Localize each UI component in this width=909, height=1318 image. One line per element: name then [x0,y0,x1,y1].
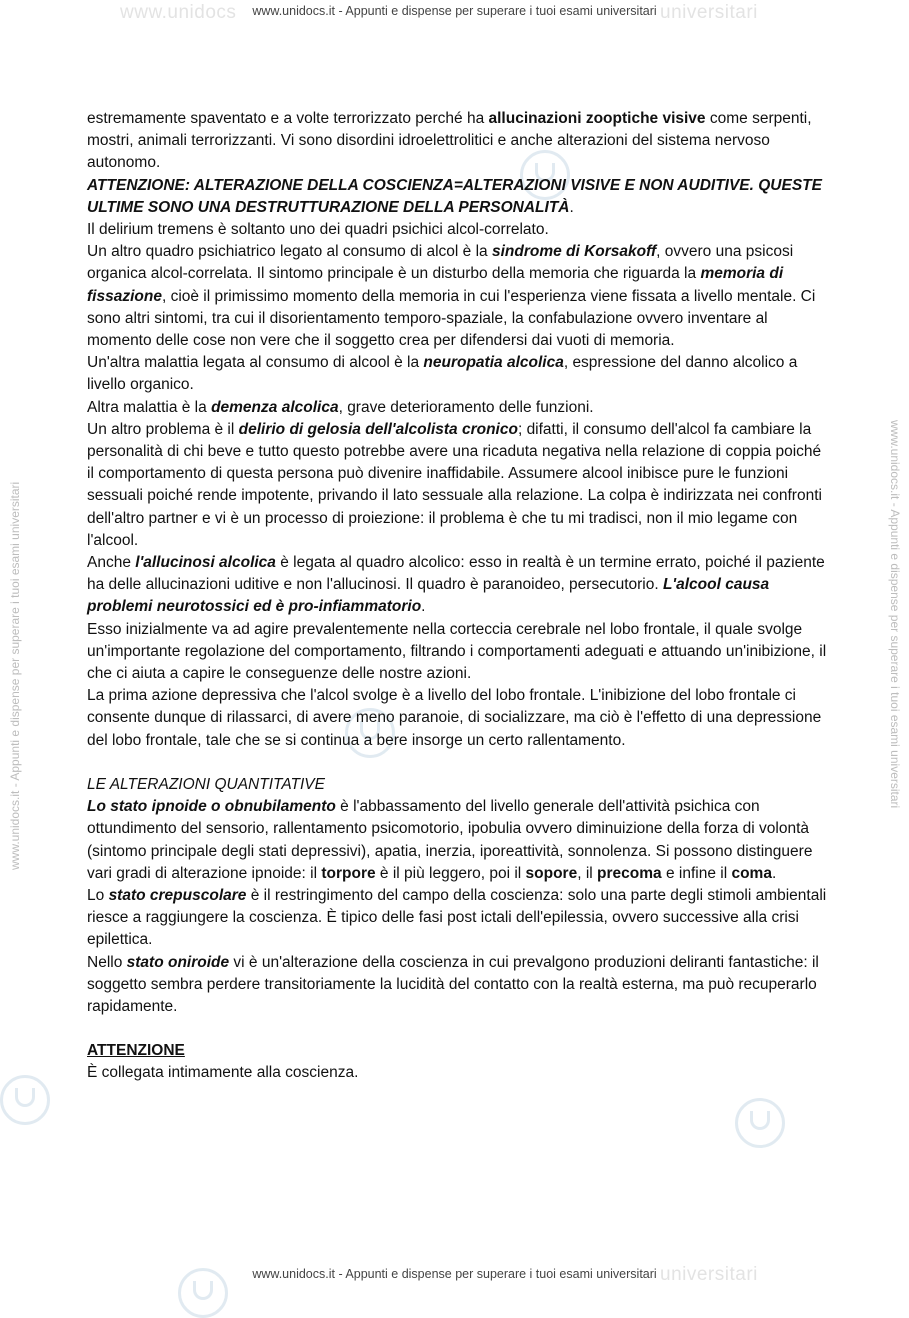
paragraph: Un'altra malattia legata al consumo di alcool è la neuropatia alcolica, espressione del danno alcolico a livello organico. [87,354,798,394]
watermark-side-text-right: www.unidocs.it - Appunti e dispense per superare i tuoi esami universitari [888,420,902,809]
paragraph: Lo stato crepuscolare è il restringimento del campo della coscienza: solo una parte degli stimoli ambientali riesce a raggiungere la coscienza. È tipico delle fasi post ictali dell'epilessia, ovvero successive alla crisi epilettica. [87,886,827,949]
paragraph: Nello stato oniroide vi è un'alterazione della coscienza in cui prevalgono produzioni deliranti fantastiche: il soggetto sembra perdere transitoriamente la lucidità del contatto con la realtà esterna, ma può recuperarlo rapidamente. [87,953,819,1015]
unidocs-logo-icon [0,1075,50,1125]
spacer [87,1018,832,1040]
paragraph: Un altro quadro psichiatrico legato al consumo di alcol è la sindrome di Korsakoff, ovvero una psicosi organica alcol-correlata. Il sintomo principale è un disturbo della memoria che riguarda la memoria di fissazione, cioè il primissimo momento della memoria in cui l'esperienza viene fissata a livello mentale. Ci sono altri sintomi, tra cui il disorientamento temporo-spaziale, la confabulazione ovvero inventare al momento delle cose non vere che il soggetto crea per difendersi dai vuoti di memoria. [87,243,816,350]
watermark-ghost-text-right: universitari [660,2,758,23]
paragraph: estremamente spaventato e a volte terrorizzato perché ha allucinazioni zooptiche visive come serpenti, mostri, animali terrorizzanti. Vi sono disordini idroelettrolitici e anche alterazioni del sistema nervoso autonomo. [87,110,812,172]
paragraph: Un altro problema è il delirio di gelosia dell'alcolista cronico; difatti, il consumo dell'alcol fa cambiare la personalità di chi beve e tutto questo potrebbe avere una ricaduta negativa nella relazione di coppia poiché il comportamento di questa persona può divenire inaffidabile. Assumere alcool inibisce pure le funzioni sessuali poiché rende impotente, privando il lato sessuale alla relazione. La colpa è indirizzata nei confronti dell'altro partner e vi è un processo di proiezione: il problema è che tu mi tradisci, non il mio legame con l'alcool. [87,420,822,549]
paragraph: È collegata intimamente alla coscienza. [87,1064,359,1082]
section-heading: ATTENZIONE [87,1042,185,1060]
paragraph: Altra malattia è la demenza alcolica, grave deterioramento delle funzioni. [87,398,594,416]
paragraph: Anche l'allucinosi alcolica è legata al quadro alcolico: esso in realtà è un termine errato, poiché il paziente ha delle allucinazioni uditive e non l'allucinosi. Il quadro è paranoideo, persecutorio. L'alcool causa problemi neurotossici ed è pro-infiammatorio. [87,554,825,616]
page-header[interactable]: www.unidocs.it - Appunti e dispense per superare i tuoi esami universitari [252,4,657,18]
watermark-side-text-left: www.unidocs.it - Appunti e dispense per superare i tuoi esami universitari [8,481,22,870]
paragraph: Lo stato ipnoide o obnubilamento è l'abbassamento del livello generale dell'attività psichica con ottundimento del sensorio, rallentamento psicomotorio, ipobulia ovvero diminuizione della forza di volontà (sintomo principale degli stati depressivi), apatia, inerzia, iporeattività, sonnolenza. Si possono distinguere vari gradi di alterazione ipnoide: il torpore è il più leggero, poi il sopore, il precoma e infine il coma. [87,798,813,882]
watermark-ghost-text-footer-right: universitari [660,1264,758,1285]
spacer [87,752,832,774]
paragraph: Il delirium tremens è soltanto uno dei quadri psichici alcol-correlato. [87,221,549,239]
paragraph: Esso inizialmente va ad agire prevalentemente nella corteccia cerebrale nel lobo frontale, il quale svolge un'importante regolazione del comportamento, filtrando i comportamenti adeguati e attuando un'inibizione, il che ci aiuta a capire le conseguenze delle nostre azioni. [87,620,827,683]
unidocs-logo-icon [735,1098,785,1148]
document-body [87,108,832,1085]
warning-paragraph: ATTENZIONE: ALTERAZIONE DELLA COSCIENZA=ALTERAZIONI VISIVE E NON AUDITIVE. QUESTE ULTIME SONO UNA DESTRUTTURAZIONE DELLA PERSONALITÀ. [87,176,822,216]
paragraph: La prima azione depressiva che l'alcol svolge è a livello del lobo frontale. L'inibizione del lobo frontale ci consente dunque di rilassarci, di avere meno paranoie, di socializzare, ma ciò è l'effetto di una depressione del lobo frontale, tale che se si continua a bere insorge un certo rallentamento. [87,687,822,749]
page-footer[interactable]: www.unidocs.it - Appunti e dispense per superare i tuoi esami universitari [252,1267,657,1281]
section-heading: LE ALTERAZIONI QUANTITATIVE [87,775,325,793]
watermark-ghost-text-left: www.unidocs [120,2,237,23]
